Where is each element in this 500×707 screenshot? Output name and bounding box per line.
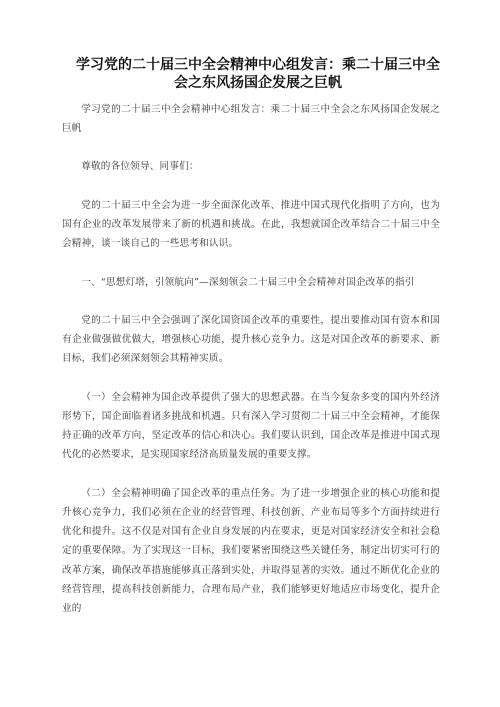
paragraph-intro: 党的二十届三中全会为进一步全面深化改革、推进中国式现代化指明了方向，也为国有企业的改革发展带来了新的机遇和挑战。在此，我想就国企改革结合二十届三中全会精神，谈一谈自己的一些思考和认识。 <box>62 199 440 250</box>
paragraph-2: （一）全会精神为国企改革提供了强大的思想武器。在当今复杂多变的国内外经济形势下，国企面临着诸多挑战和机遇。只有深入学习贯彻二十届三中全会精神，才能保持正确的改革方向，坚定改革的信心和决心。我们要认识到，国企改革是推进中国式现代化的必然要求，是实现国家经济高质量发展的重要支撑。 <box>62 391 440 461</box>
section-heading-1: 一、“思想灯塔，引领航向”—深刻领会二十届三中全会精神对国企改革的指引 <box>81 276 415 288</box>
document-subtitle: 学习党的二十届三中全会精神中心组发言：乘二十届三中全会之东风扬国企发展之巨帆 <box>62 104 440 135</box>
paragraph-1: 党的二十届三中全会强调了深化国资国企改革的重要性，提出要推动国有资本和国有企业做强做优做大，增强核心功能，提升核心竞争力。这是对国企改革的新要求、新目标，我们必须深刻领会其精神实质。 <box>62 314 440 365</box>
document-title: 学习党的二十届三中全会精神中心组发言：乘二十届三中全会之东风扬国企发展之巨帆 <box>76 57 440 91</box>
paragraph-3: （二）全会精神明确了国企改革的重点任务。为了进一步增强企业的核心功能和提升核心竞争力，我们必须在企业的经营管理、科技创新、产业布局等多个方面持续进行优化和提升。这不仅是对国有企业自身发展的内在要求，更是对国家经济安全和社会稳定的重要保障。为了实现这一目标，我们要紧密围绕这些关键任务，制定出切实可行的改革方案，确保改革措施能够真正落到实处，并取得显著的实效。通过不断优化企业的经营管理，提高科技创新能力，合理布局产业，我们能够更好地适应市场变化，提升企业的 <box>62 487 440 614</box>
greeting: 尊敬的各位领导、同事们： <box>81 161 199 173</box>
